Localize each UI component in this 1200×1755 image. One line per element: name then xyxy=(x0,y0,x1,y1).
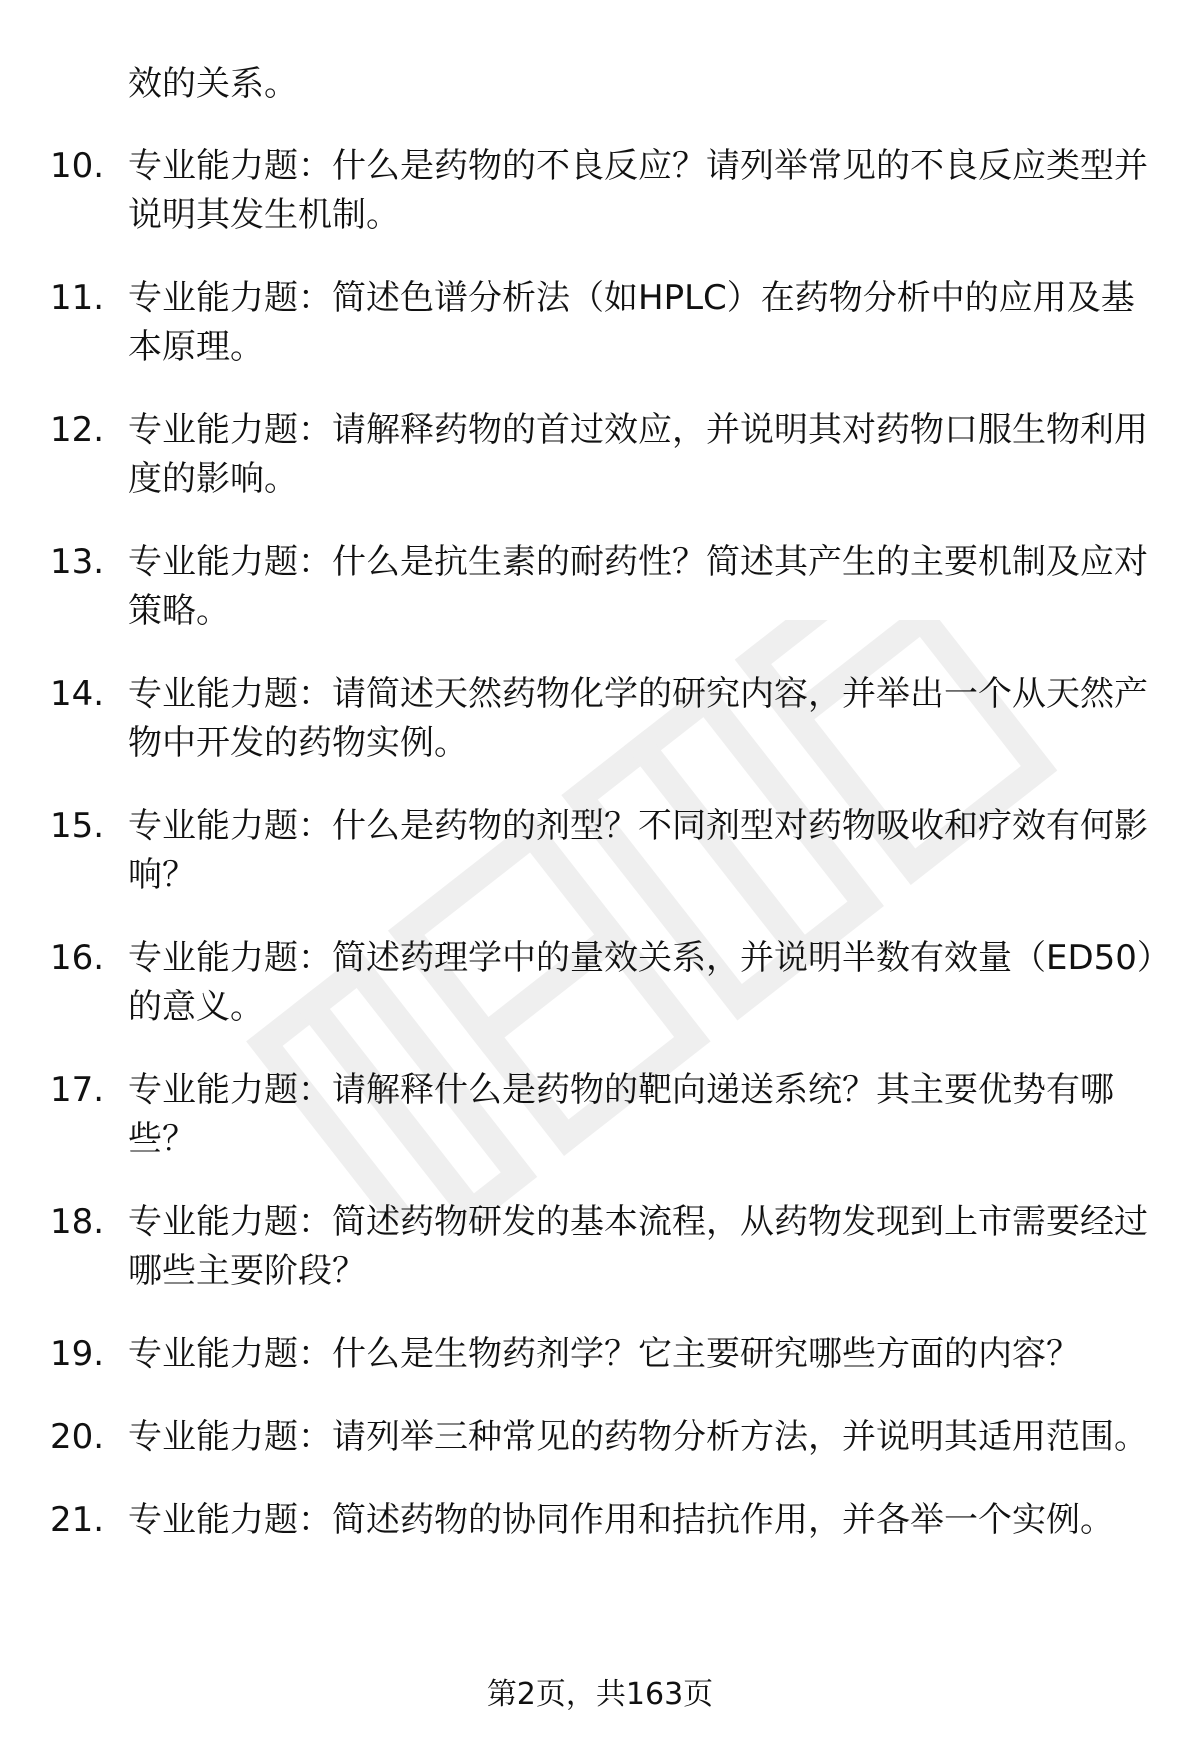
question-text: 专业能力题：什么是药物的不良反应？请列举常见的不良反应类型并说明其发生机制。 xyxy=(128,146,1148,235)
page-footer: 第2页，共163页 xyxy=(486,1677,714,1712)
question-item xyxy=(50,1496,1160,1545)
question-item xyxy=(50,802,1160,900)
question-number: 19. xyxy=(50,1334,105,1374)
question-list xyxy=(50,142,1160,1579)
question-number: 14. xyxy=(50,674,105,714)
question-number: 10. xyxy=(50,146,105,186)
question-number: 21. xyxy=(50,1500,105,1540)
question-item xyxy=(50,1198,1160,1296)
question-text: 专业能力题：什么是抗生素的耐药性？简述其产生的主要机制及应对策略。 xyxy=(128,542,1148,631)
question-number: 16. xyxy=(50,938,105,978)
question-text: 专业能力题：请解释药物的首过效应，并说明其对药物口服生物利用度的影响。 xyxy=(128,410,1148,499)
question-text: 专业能力题：请解释什么是药物的靶向递送系统？其主要优势有哪些？ xyxy=(128,1070,1114,1159)
question-text: 专业能力题：请列举三种常见的药物分析方法，并说明其适用范围。 xyxy=(128,1417,1148,1457)
question-number: 17. xyxy=(50,1070,105,1110)
question-number: 13. xyxy=(50,542,105,582)
question-number: 20. xyxy=(50,1417,105,1457)
question-item xyxy=(50,1066,1160,1164)
question-number: 11. xyxy=(50,278,105,318)
question-number: 15. xyxy=(50,806,105,846)
question-number: 12. xyxy=(50,410,105,450)
question-text: 专业能力题：简述药物研发的基本流程，从药物发现到上市需要经过哪些主要阶段？ xyxy=(128,1202,1148,1291)
question-number: 18. xyxy=(50,1202,105,1242)
question-item xyxy=(50,934,1160,1032)
question-item xyxy=(50,1330,1160,1379)
question-item xyxy=(50,406,1160,504)
question-text: 专业能力题：什么是生物药剂学？它主要研究哪些方面的内容？ xyxy=(128,1334,1080,1374)
question-item xyxy=(50,670,1160,768)
question-item xyxy=(50,538,1160,636)
question-text: 专业能力题：简述色谱分析法（如HPLC）在药物分析中的应用及基本原理。 xyxy=(128,278,1135,367)
question-item xyxy=(50,142,1160,240)
question-text: 专业能力题：请简述天然药物化学的研究内容，并举出一个从天然产物中开发的药物实例。 xyxy=(128,674,1148,763)
question-text: 专业能力题：简述药物的协同作用和拮抗作用，并各举一个实例。 xyxy=(128,1500,1114,1540)
question-text: 专业能力题：简述药理学中的量效关系，并说明半数有效量（ED50）的意义。 xyxy=(128,938,1154,1027)
continuation-text: 效的关系。 xyxy=(128,64,298,104)
question-text: 专业能力题：什么是药物的剂型？不同剂型对药物吸收和疗效有何影响？ xyxy=(128,806,1148,895)
question-item xyxy=(50,1413,1160,1462)
question-item xyxy=(50,274,1160,372)
